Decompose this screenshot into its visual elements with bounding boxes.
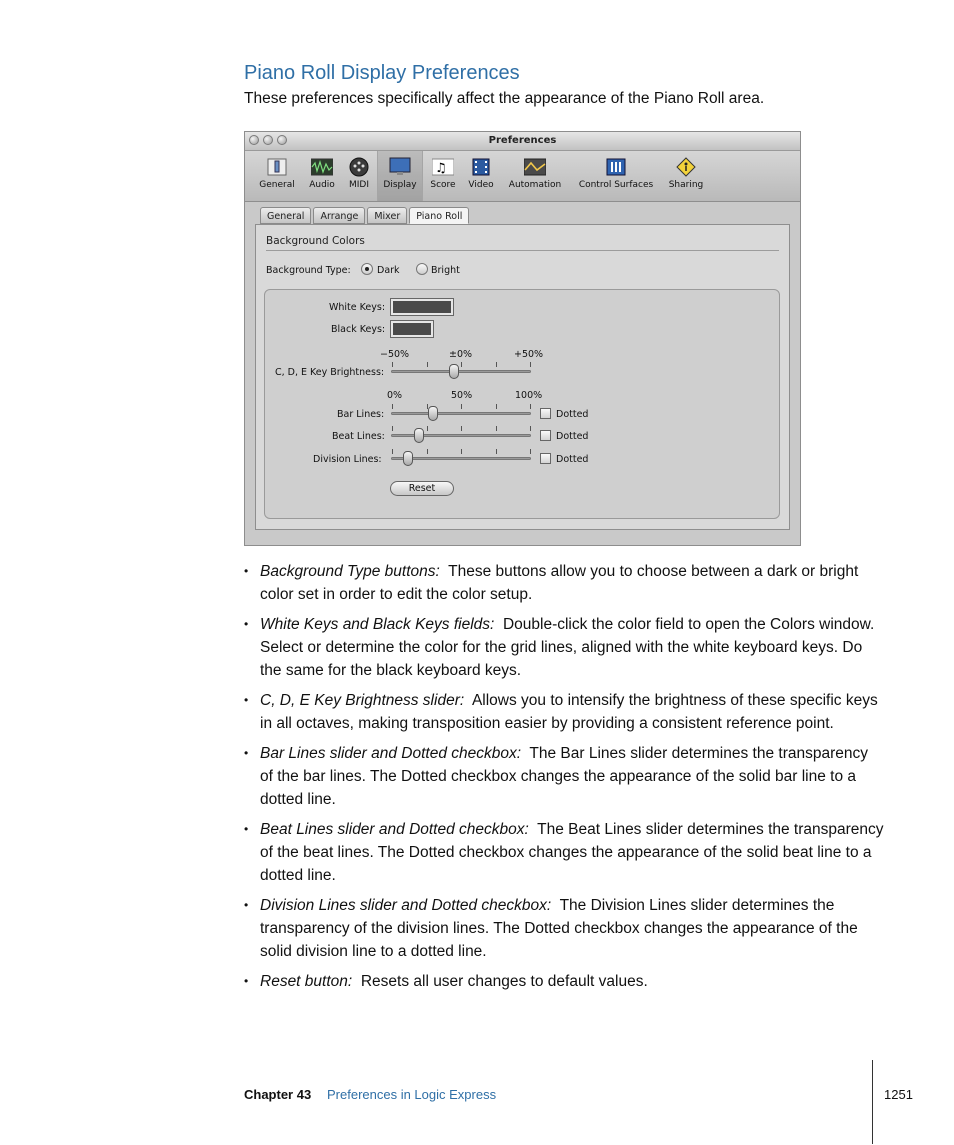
- beat-lines-dotted-checkbox[interactable]: [540, 430, 551, 441]
- bullet-text: The Division Lines slider determines the transparency of the division lines. The Dotted checkbox changes the appearance of the solid division line to a dotted line.: [260, 897, 858, 960]
- svg-text:♫: ♫: [435, 161, 447, 176]
- bullet-text: Double-click the color field to open the Colors window. Select or determine the color for the grid lines, aligned with the white keyboard keys. Do the same for the black keyboard keys.: [260, 616, 875, 679]
- black-keys-color-well[interactable]: [391, 321, 433, 337]
- switch-icon: [266, 157, 288, 177]
- zoom-window-icon[interactable]: [277, 135, 287, 145]
- music-notes-icon: [432, 157, 454, 177]
- bar-lines-dotted-label: Dotted: [556, 409, 589, 420]
- slider-tick: [461, 426, 462, 431]
- slider-tick: [496, 449, 497, 454]
- slider-tick: [427, 449, 428, 454]
- toolbar-item-midi[interactable]: MIDI: [343, 151, 375, 201]
- scale-label-0: 0%: [387, 390, 403, 401]
- group-title: Background Colors: [266, 235, 365, 247]
- bullet-term: Division Lines slider and Dotted checkbox:: [260, 897, 552, 914]
- slider-tick: [392, 426, 393, 431]
- slider-tick: [427, 426, 428, 431]
- piano-roll-panel: [255, 224, 790, 530]
- toolbar-item-video[interactable]: Video: [463, 151, 499, 201]
- toolbar-item-audio[interactable]: Audio: [303, 151, 341, 201]
- scale-label-plus: +50%: [514, 349, 544, 360]
- dark-radio-label: Dark: [377, 265, 400, 276]
- bullet-term: White Keys and Black Keys fields:: [260, 616, 495, 633]
- slider-tick: [496, 362, 497, 367]
- slider-thumb[interactable]: [428, 406, 438, 421]
- automation-icon: [524, 157, 546, 177]
- toolbar-item-automation[interactable]: Automation: [503, 151, 567, 201]
- slider-tick: [392, 362, 393, 367]
- intro-text: These preferences specifically affect the appearance of the Piano Roll area.: [244, 90, 765, 107]
- scale-label-minus: −50%: [380, 349, 410, 360]
- slider-tick: [530, 404, 531, 409]
- white-keys-label: White Keys:: [329, 302, 386, 313]
- list-item: • Bar Lines slider and Dotted checkbox: The Bar Lines slider determines the transparency of the bar lines. The Dotted checkbox changes the appearance of the solid bar line to a dotted line.: [244, 745, 869, 808]
- scale-label-100: 100%: [515, 390, 543, 401]
- slider-tick: [530, 449, 531, 454]
- slider-track[interactable]: [391, 370, 531, 373]
- slider-tick: [392, 449, 393, 454]
- list-item: • C, D, E Key Brightness slider: Allows you to intensify the brightness of these specific keys in all octaves, making transposition easier by providing a consistent reference point.: [244, 692, 878, 732]
- slider-tick: [392, 404, 393, 409]
- color-settings-box: [264, 289, 780, 519]
- footer-divider: [872, 1060, 873, 1144]
- group-divider: [266, 250, 779, 251]
- midi-port-icon: [348, 157, 370, 177]
- division-lines-dotted-label: Dotted: [556, 454, 589, 465]
- bullet-list: [244, 560, 884, 1000]
- footer-chapter: Chapter 43: [244, 1087, 312, 1102]
- slider-track[interactable]: [391, 434, 531, 437]
- bullet-text: Allows you to intensify the brightness of these specific keys in all octaves, making transposition easier by providing a consistent reference point.: [260, 692, 878, 732]
- close-window-icon[interactable]: [249, 135, 259, 145]
- tab-bar: [260, 207, 469, 224]
- scale-label-zero: ±0%: [449, 349, 473, 360]
- sharing-sign-icon: [675, 157, 697, 177]
- slider-tick: [496, 426, 497, 431]
- list-item: • Reset button: Resets all user changes to default values.: [244, 973, 648, 990]
- monitor-icon: [389, 157, 411, 177]
- film-icon: [470, 157, 492, 177]
- footer-title: Preferences in Logic Express: [327, 1087, 497, 1102]
- slider-tick: [461, 404, 462, 409]
- bar-lines-dotted-checkbox[interactable]: [540, 408, 551, 419]
- slider-tick: [496, 404, 497, 409]
- tab-piano-roll[interactable]: Piano Roll: [409, 207, 469, 224]
- list-item: • Division Lines slider and Dotted checkbox: The Division Lines slider determines the transparency of the division lines. The Dotted checkbox changes the appearance of the solid division line to a dotted line.: [244, 897, 858, 960]
- preferences-window: [244, 131, 801, 546]
- bar-lines-label: Bar Lines:: [337, 409, 385, 420]
- slider-track[interactable]: [391, 412, 531, 415]
- title-bar: [245, 132, 800, 151]
- preferences-toolbar: [245, 151, 800, 202]
- bullet-term: Reset button:: [260, 973, 353, 990]
- slider-thumb[interactable]: [449, 364, 459, 379]
- slider-thumb[interactable]: [403, 451, 413, 466]
- bullet-term: C, D, E Key Brightness slider:: [260, 692, 465, 709]
- audio-waveform-icon: [311, 157, 333, 177]
- black-keys-label: Black Keys:: [331, 324, 386, 335]
- slider-tick: [427, 362, 428, 367]
- bullet-text: Resets all user changes to default values.: [360, 973, 648, 990]
- tab-mixer[interactable]: Mixer: [367, 207, 407, 224]
- bullet-term: Bar Lines slider and Dotted checkbox:: [260, 745, 522, 762]
- bullet-text: These buttons allow you to choose between a dark or bright color set in order to edit the color setup.: [260, 563, 859, 603]
- slider-tick: [530, 362, 531, 367]
- bullet-term: Beat Lines slider and Dotted checkbox:: [260, 821, 529, 838]
- bright-radio[interactable]: [416, 263, 428, 275]
- tab-arrange[interactable]: Arrange: [313, 207, 365, 224]
- beat-lines-label: Beat Lines:: [332, 431, 385, 442]
- scale-label-50: 50%: [451, 390, 473, 401]
- brightness-label: C, D, E Key Brightness:: [275, 367, 385, 378]
- slider-thumb[interactable]: [414, 428, 424, 443]
- slider-tick: [530, 426, 531, 431]
- list-item: • White Keys and Black Keys fields: Double-click the color field to open the Colors window. Select or determine the color for the grid lines, aligned with the white keyboard keys. Do the same for the black keyboard keys.: [244, 616, 875, 679]
- division-lines-dotted-checkbox[interactable]: [540, 453, 551, 464]
- window-title: Preferences: [488, 135, 557, 146]
- background-type-label: Background Type:: [266, 265, 351, 276]
- list-item: • Background Type buttons: These buttons allow you to choose between a dark or bright color set in order to edit the color setup.: [244, 563, 859, 603]
- bullet-text: The Beat Lines slider determines the transparency of the beat lines. The Dotted checkbox changes the appearance of the solid beat line to a dotted line.: [260, 821, 884, 884]
- toolbar-item-general[interactable]: General: [253, 151, 301, 201]
- beat-lines-dotted-label: Dotted: [556, 431, 589, 442]
- minimize-window-icon[interactable]: [263, 135, 273, 145]
- slider-tick: [461, 449, 462, 454]
- toolbar-item-display[interactable]: Display: [377, 151, 423, 201]
- dark-radio[interactable]: [361, 263, 373, 275]
- bullet-text: The Bar Lines slider determines the transparency of the bar lines. The Dotted checkbox changes the appearance of the solid bar line to a dotted line.: [260, 745, 869, 808]
- reset-button[interactable]: Reset: [390, 481, 454, 496]
- section-heading: Piano Roll Display Preferences: [244, 62, 520, 84]
- toolbar-item-sharing[interactable]: Sharing: [663, 151, 709, 201]
- division-lines-label: Division Lines:: [313, 454, 382, 465]
- control-surface-icon: [605, 157, 627, 177]
- bright-radio-label: Bright: [431, 265, 460, 276]
- slider-tick: [461, 362, 462, 367]
- white-keys-color-well[interactable]: [391, 299, 453, 315]
- toolbar-item-control-surfaces[interactable]: Control Surfaces: [573, 151, 659, 201]
- toolbar-item-score[interactable]: ♫ Score: [425, 151, 461, 201]
- bullet-term: Background Type buttons:: [260, 563, 440, 580]
- list-item: • Beat Lines slider and Dotted checkbox: The Beat Lines slider determines the transparency of the beat lines. The Dotted checkbox changes the appearance of the solid beat line to a dotted line.: [244, 821, 884, 884]
- page-number: 1251: [884, 1087, 913, 1102]
- tab-general[interactable]: General: [260, 207, 311, 224]
